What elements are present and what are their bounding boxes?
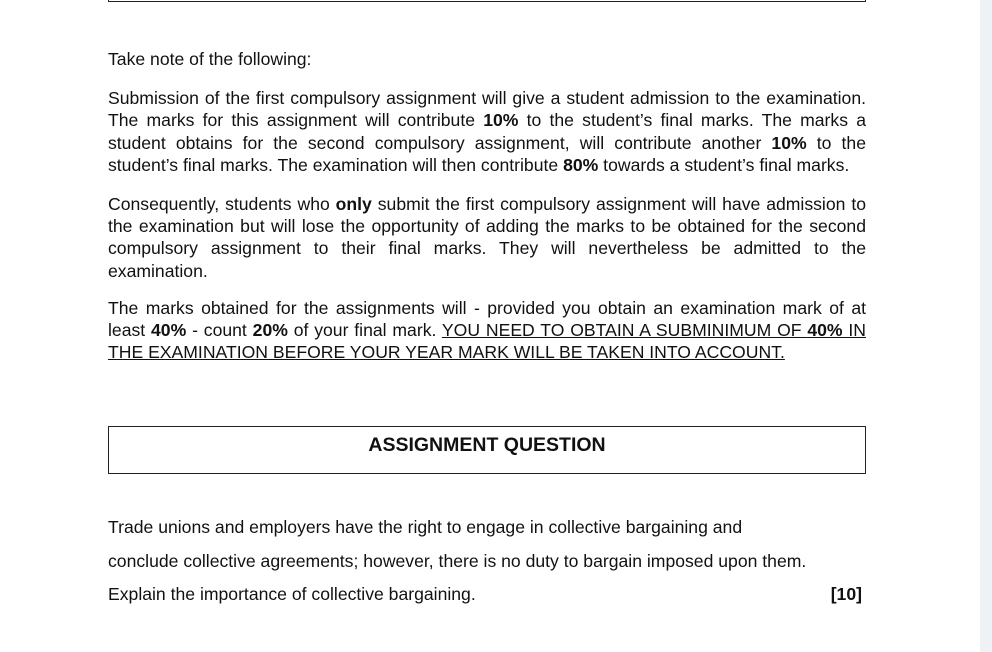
text: to the student’s final marks. The examination will then contribute [108,132,866,175]
text: Consequently, students who [108,194,336,215]
bold-percent: 80% [563,154,599,175]
note-heading: Take note of the following: [108,49,312,69]
marks-label: [10] [830,584,862,605]
previous-box-bottom-border [108,0,866,2]
bold-percent: 20% [252,320,288,341]
scrollbar-track[interactable] [980,0,992,652]
question-line-final [108,578,866,612]
question-line: conclude collective agreements; however, there is no duty to bargain imposed upon them. [108,550,807,571]
paragraph-marks [108,297,866,364]
paragraph-first-assignment [108,87,866,176]
bold-percent: 40% [807,320,843,341]
bold-percent: 10% [771,132,807,153]
text: YOU NEED TO OBTAIN A SUBMINIMUM OF [441,320,808,341]
text: IN THE EXAMINATION BEFORE YOUR YEAR MARK WILL BE TAKEN INTO ACCOUNT. [108,320,867,363]
question-line: Trade unions and employers have the right to engage in collective bargaining and [108,517,743,537]
text: Submission of the first compulsory assignment will give a student admission to the examination. The marks for this assignment will contribute [108,88,866,131]
bold-percent: 40% [151,320,187,341]
assignment-title: ASSIGNMENT QUESTION [368,434,606,456]
text: The marks obtained for the assignments will - provided you obtain an examination mark of at least [108,297,866,341]
text: submit the first compulsory assignment will have admission to the examination but will lose the opportunity of adding the marks to be obtained for the second compulsory assignment to their final marks. They will nevertheless be admitted to the examination. [108,194,866,281]
text: of your final mark. [287,320,442,341]
question-text: Explain the importance of collective bargaining. [108,584,476,605]
bold-word: only [335,194,372,215]
assignment-question [108,511,866,612]
bold-percent: 10% [483,110,519,131]
text: towards a student’s final marks. [598,154,850,175]
paragraph-consequently [108,193,866,282]
text: - count [186,320,253,341]
document-body [108,48,866,378]
text: to the student’s final marks. The marks a student obtains for the second compulsory assignment, will contribute another [108,110,866,153]
assignment-title-box [108,426,866,474]
